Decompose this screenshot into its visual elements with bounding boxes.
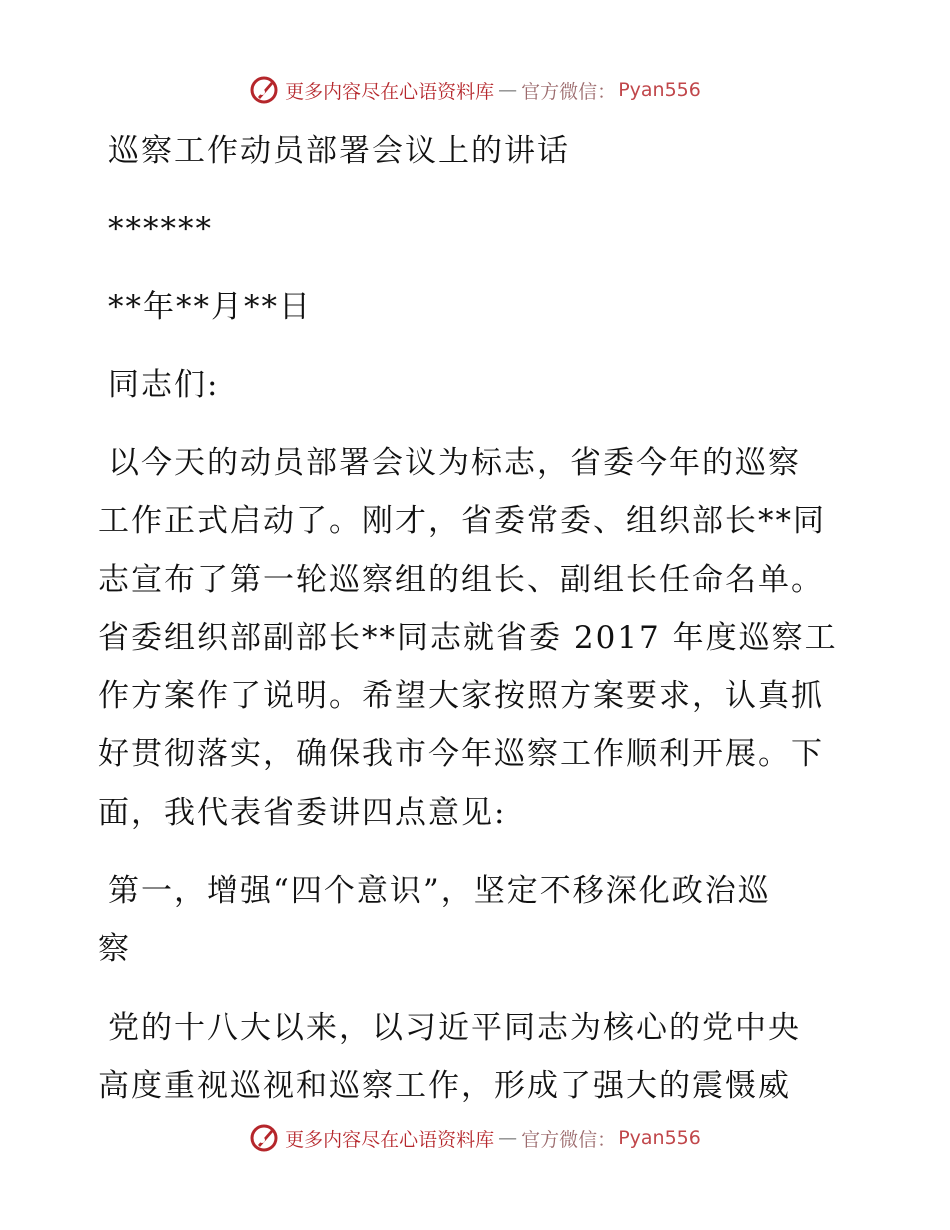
- watermark-text: 更多内容尽在心语资料库: [285, 1128, 495, 1151]
- paragraph-line: 高度重视巡视和巡察工作，形成了强大的震慑威: [98, 1067, 791, 1104]
- watermark-wechat-id: Pyan556: [618, 79, 701, 101]
- document-date: **年**月**日: [108, 289, 312, 325]
- watermark-label: 官方微信：: [521, 80, 617, 103]
- quill-logo-icon: [249, 75, 279, 105]
- paragraph-line: 作方案作了说明。希望大家按照方案要求，认真抓: [98, 678, 824, 715]
- watermark-text: 更多内容尽在心语资料库: [285, 80, 495, 103]
- paragraph-line: 党的十八大以来，以习近平同志为核心的党中央: [108, 1009, 801, 1046]
- watermark-separator: —: [498, 1127, 518, 1149]
- document-title: 巡察工作动员部署会议上的讲话: [108, 133, 570, 169]
- heading-line: 察: [98, 931, 131, 968]
- heading-line: 第一，增强“四个意识”，坚定不移深化政治巡: [108, 873, 771, 910]
- section-heading-1: [98, 862, 858, 979]
- paragraph-1: [98, 434, 858, 842]
- paragraph-line: 工作正式启动了。刚才，省委常委、组织部长**同: [98, 503, 826, 540]
- quill-logo-icon: [249, 1123, 279, 1153]
- paragraph-line: 好贯彻落实，确保我市今年巡察工作顺利开展。下: [98, 736, 824, 773]
- watermark-label: 官方微信：: [521, 1128, 617, 1151]
- paragraph-line: 省委组织部副部长**同志就省委 2017 年度巡察工: [98, 619, 838, 656]
- salutation: 同志们:: [108, 367, 220, 403]
- document-author: ******: [108, 211, 213, 247]
- paragraph-line: 以今天的动员部署会议为标志，省委今年的巡察: [108, 445, 801, 481]
- paragraph-2: [98, 999, 858, 1116]
- watermark-footer: [0, 1118, 950, 1158]
- document-body: [98, 122, 858, 1115]
- watermark-header: [0, 70, 950, 110]
- watermark-separator: —: [498, 79, 518, 101]
- watermark-wechat-id: Pyan556: [618, 1127, 701, 1149]
- paragraph-line: 面，我代表省委讲四点意见:: [98, 794, 507, 831]
- paragraph-line: 志宣布了第一轮巡察组的组长、副组长任命名单。: [98, 561, 824, 598]
